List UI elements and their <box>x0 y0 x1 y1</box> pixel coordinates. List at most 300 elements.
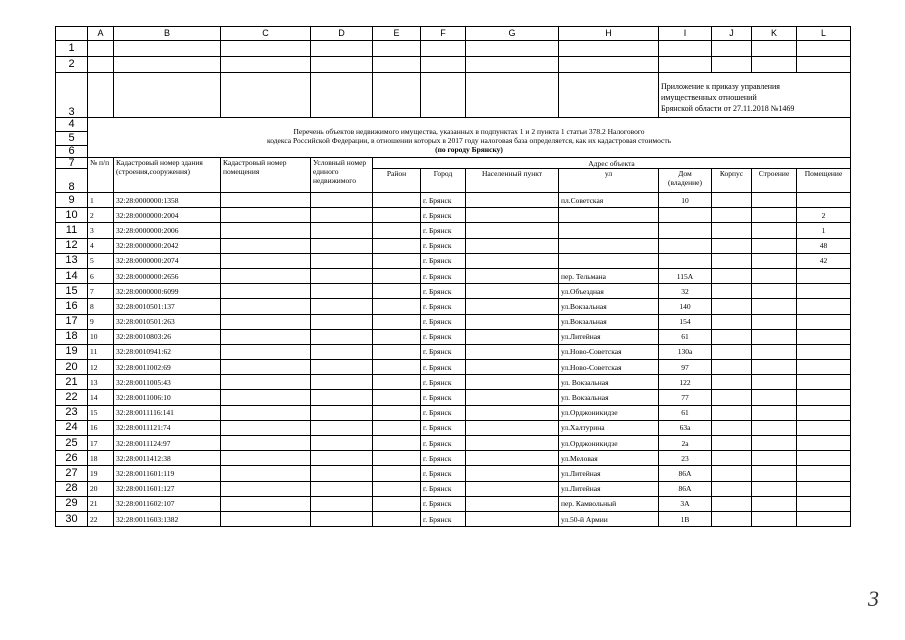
cell[interactable] <box>752 57 797 73</box>
cell[interactable] <box>221 193 311 208</box>
cell[interactable] <box>712 329 752 344</box>
cell[interactable] <box>311 253 373 268</box>
row-header[interactable]: 20 <box>56 360 88 375</box>
cell[interactable] <box>311 329 373 344</box>
cell[interactable] <box>466 223 559 238</box>
cell[interactable] <box>466 193 559 208</box>
cell[interactable] <box>797 41 851 57</box>
cell[interactable] <box>752 466 797 481</box>
cell-street[interactable]: ул.Объездная <box>559 284 659 299</box>
cell-num[interactable]: 11 <box>88 344 114 359</box>
cell-street[interactable]: ул.Меловая <box>559 451 659 466</box>
cell[interactable] <box>752 284 797 299</box>
cell-street[interactable]: ул.Ново-Советская <box>559 344 659 359</box>
cell-room[interactable]: 48 <box>797 238 851 253</box>
row-header[interactable]: 11 <box>56 223 88 238</box>
row-header[interactable]: 1 <box>56 41 88 57</box>
cell-cadastral-number[interactable]: 32:28:0011006:10 <box>114 390 221 405</box>
cell-cadastral-number[interactable]: 32:28:0011002:69 <box>114 360 221 375</box>
cell[interactable] <box>221 223 311 238</box>
cell[interactable] <box>466 436 559 451</box>
cell[interactable] <box>466 284 559 299</box>
cell[interactable] <box>221 436 311 451</box>
cell-city[interactable]: г. Брянск <box>421 238 466 253</box>
cell-city[interactable]: г. Брянск <box>421 405 466 420</box>
cell[interactable] <box>311 73 373 118</box>
cell[interactable] <box>466 481 559 496</box>
cell-house[interactable]: 115А <box>659 268 712 283</box>
cell-city[interactable]: г. Брянск <box>421 420 466 435</box>
cell-num[interactable]: 6 <box>88 268 114 283</box>
header-room[interactable]: Помещение <box>797 169 851 193</box>
cell-room[interactable] <box>797 299 851 314</box>
cell-house[interactable]: 154 <box>659 314 712 329</box>
column-header[interactable]: F <box>421 27 466 41</box>
cell[interactable] <box>221 284 311 299</box>
cell-house[interactable]: 3А <box>659 496 712 511</box>
header-house[interactable]: Дом (владение) <box>659 169 712 193</box>
cell-city[interactable]: г. Брянск <box>421 375 466 390</box>
cell[interactable] <box>373 466 421 481</box>
cell[interactable] <box>373 360 421 375</box>
cell[interactable] <box>221 481 311 496</box>
cell[interactable] <box>752 481 797 496</box>
cell[interactable] <box>659 41 712 57</box>
cell-cadastral-number[interactable]: 32:28:0010501:263 <box>114 314 221 329</box>
row-header[interactable]: 12 <box>56 238 88 253</box>
cell-room[interactable]: 42 <box>797 253 851 268</box>
cell[interactable] <box>466 253 559 268</box>
cell[interactable] <box>712 451 752 466</box>
cell[interactable] <box>373 481 421 496</box>
cell-room[interactable] <box>797 481 851 496</box>
cell-room[interactable] <box>797 436 851 451</box>
cell[interactable] <box>712 253 752 268</box>
cell-street[interactable] <box>559 223 659 238</box>
cell[interactable] <box>712 466 752 481</box>
cell-city[interactable]: г. Брянск <box>421 344 466 359</box>
cell[interactable] <box>466 73 559 118</box>
cell-street[interactable]: ул.50-й Армии <box>559 511 659 526</box>
row-header[interactable]: 17 <box>56 314 88 329</box>
cell[interactable] <box>752 344 797 359</box>
cell[interactable] <box>752 299 797 314</box>
row-header[interactable]: 21 <box>56 375 88 390</box>
row-header[interactable]: 18 <box>56 329 88 344</box>
cell-cadastral-number[interactable]: 32:28:0000000:2074 <box>114 253 221 268</box>
cell[interactable] <box>221 390 311 405</box>
cell[interactable] <box>712 284 752 299</box>
cell[interactable] <box>421 41 466 57</box>
column-header[interactable]: I <box>659 27 712 41</box>
cell[interactable] <box>311 481 373 496</box>
cell[interactable] <box>752 41 797 57</box>
cell-house[interactable]: 122 <box>659 375 712 390</box>
cell[interactable] <box>466 41 559 57</box>
cell[interactable] <box>221 208 311 223</box>
cell-num[interactable]: 9 <box>88 314 114 329</box>
cell-city[interactable]: г. Брянск <box>421 329 466 344</box>
cell-cadastral-number[interactable]: 32:28:0011124:97 <box>114 436 221 451</box>
cell[interactable] <box>373 238 421 253</box>
cell[interactable] <box>221 496 311 511</box>
cell-house[interactable]: 1В <box>659 511 712 526</box>
cell-room[interactable] <box>797 360 851 375</box>
cell[interactable] <box>311 299 373 314</box>
cell[interactable] <box>466 405 559 420</box>
cell[interactable] <box>752 329 797 344</box>
cell-house[interactable] <box>659 238 712 253</box>
cell[interactable] <box>373 344 421 359</box>
header-cadastral-building[interactable]: Кадастровый номер здания (строения,сооружения) <box>114 158 221 193</box>
cell-street[interactable]: пер. Тельмана <box>559 268 659 283</box>
cell[interactable] <box>466 496 559 511</box>
select-all-corner[interactable] <box>56 27 88 41</box>
row-header[interactable]: 28 <box>56 481 88 496</box>
column-header[interactable]: E <box>373 27 421 41</box>
cell-num[interactable]: 20 <box>88 481 114 496</box>
cell-house[interactable]: 86А <box>659 466 712 481</box>
cell-street[interactable]: ул.Литейная <box>559 481 659 496</box>
cell[interactable] <box>373 511 421 526</box>
cell-num[interactable]: 7 <box>88 284 114 299</box>
cell[interactable] <box>311 284 373 299</box>
header-building[interactable]: Корпус <box>712 169 752 193</box>
cell[interactable] <box>466 360 559 375</box>
cell[interactable] <box>221 41 311 57</box>
column-header[interactable]: G <box>466 27 559 41</box>
cell-cadastral-number[interactable]: 32:28:0011116:141 <box>114 405 221 420</box>
cell[interactable] <box>466 466 559 481</box>
cell-house[interactable]: 23 <box>659 451 712 466</box>
cell[interactable] <box>221 329 311 344</box>
cell[interactable] <box>311 344 373 359</box>
cell[interactable] <box>311 57 373 73</box>
cell[interactable] <box>712 496 752 511</box>
cell[interactable] <box>421 73 466 118</box>
cell-room[interactable] <box>797 420 851 435</box>
cell-cadastral-number[interactable]: 32:28:0011121:74 <box>114 420 221 435</box>
cell[interactable] <box>373 208 421 223</box>
header-structure[interactable]: Строение <box>752 169 797 193</box>
cell-city[interactable]: г. Брянск <box>421 284 466 299</box>
cell[interactable] <box>466 420 559 435</box>
row-header[interactable]: 5 <box>56 132 88 146</box>
row-header[interactable]: 7 <box>56 158 88 169</box>
header-street[interactable]: ул <box>559 169 659 193</box>
cell-num[interactable]: 1 <box>88 193 114 208</box>
cell[interactable] <box>221 57 311 73</box>
cell[interactable] <box>712 436 752 451</box>
cell[interactable] <box>712 420 752 435</box>
cell-room[interactable]: 2 <box>797 208 851 223</box>
header-locality[interactable]: Населенный пункт <box>466 169 559 193</box>
cell-street[interactable] <box>559 238 659 253</box>
cell[interactable] <box>373 268 421 283</box>
cell[interactable] <box>311 451 373 466</box>
cell-num[interactable]: 19 <box>88 466 114 481</box>
cell[interactable] <box>311 405 373 420</box>
cell-city[interactable]: г. Брянск <box>421 253 466 268</box>
cell-house[interactable]: 2а <box>659 436 712 451</box>
cell[interactable] <box>221 405 311 420</box>
cell-room[interactable] <box>797 193 851 208</box>
cell[interactable] <box>221 73 311 118</box>
cell[interactable] <box>311 238 373 253</box>
column-header[interactable]: B <box>114 27 221 41</box>
cell-street[interactable]: ул.Орджоникидзе <box>559 436 659 451</box>
cell[interactable] <box>752 238 797 253</box>
header-conditional-number[interactable]: Условный номер единого недвижимого <box>311 158 373 193</box>
cell-num[interactable]: 14 <box>88 390 114 405</box>
cell-street[interactable]: пер. Камвольный <box>559 496 659 511</box>
cell[interactable] <box>88 73 114 118</box>
cell[interactable] <box>712 481 752 496</box>
cell-room[interactable] <box>797 314 851 329</box>
cell-room[interactable] <box>797 344 851 359</box>
row-header[interactable]: 25 <box>56 436 88 451</box>
cell-room[interactable] <box>797 375 851 390</box>
cell[interactable] <box>466 511 559 526</box>
cell[interactable] <box>311 375 373 390</box>
column-header[interactable]: J <box>712 27 752 41</box>
cell[interactable] <box>752 223 797 238</box>
cell-street[interactable]: ул.Вокзальная <box>559 314 659 329</box>
cell-house[interactable]: 10 <box>659 193 712 208</box>
cell[interactable] <box>559 57 659 73</box>
cell-street[interactable]: ул.Ново-Советская <box>559 360 659 375</box>
cell[interactable] <box>311 511 373 526</box>
cell-cadastral-number[interactable]: 32:28:0000000:2042 <box>114 238 221 253</box>
cell-house[interactable]: 61 <box>659 329 712 344</box>
cell-room[interactable]: 1 <box>797 223 851 238</box>
cell-house[interactable]: 32 <box>659 284 712 299</box>
cell-num[interactable]: 16 <box>88 420 114 435</box>
row-header[interactable]: 26 <box>56 451 88 466</box>
row-header[interactable]: 10 <box>56 208 88 223</box>
cell-house[interactable] <box>659 253 712 268</box>
cell[interactable] <box>712 238 752 253</box>
cell-street[interactable]: ул.Вокзальная <box>559 299 659 314</box>
cell[interactable] <box>114 73 221 118</box>
cell[interactable] <box>752 511 797 526</box>
cell-cadastral-number[interactable]: 32:28:0010803:26 <box>114 329 221 344</box>
cell[interactable] <box>221 375 311 390</box>
cell-cadastral-number[interactable]: 32:28:0000000:2006 <box>114 223 221 238</box>
cell-city[interactable]: г. Брянск <box>421 466 466 481</box>
document-title[interactable] <box>88 118 851 158</box>
header-num[interactable]: № п/п <box>88 158 114 193</box>
cell-room[interactable] <box>797 496 851 511</box>
cell[interactable] <box>221 360 311 375</box>
cell[interactable] <box>221 253 311 268</box>
cell-cadastral-number[interactable]: 32:28:0011601:127 <box>114 481 221 496</box>
cell[interactable] <box>752 268 797 283</box>
cell[interactable] <box>466 314 559 329</box>
cell[interactable] <box>311 360 373 375</box>
cell[interactable] <box>311 208 373 223</box>
cell[interactable] <box>797 57 851 73</box>
cell[interactable] <box>373 375 421 390</box>
cell[interactable] <box>712 268 752 283</box>
cell[interactable] <box>373 299 421 314</box>
cell-city[interactable]: г. Брянск <box>421 496 466 511</box>
cell[interactable] <box>712 405 752 420</box>
cell-room[interactable] <box>797 451 851 466</box>
row-header[interactable]: 3 <box>56 73 88 118</box>
cell-num[interactable]: 21 <box>88 496 114 511</box>
cell[interactable] <box>311 268 373 283</box>
cell-house[interactable]: 86А <box>659 481 712 496</box>
cell-num[interactable]: 10 <box>88 329 114 344</box>
cell-city[interactable]: г. Брянск <box>421 208 466 223</box>
cell-street[interactable]: ул. Вокзальная <box>559 375 659 390</box>
column-header[interactable]: K <box>752 27 797 41</box>
cell-street[interactable]: ул. Вокзальная <box>559 390 659 405</box>
cell-street[interactable] <box>559 253 659 268</box>
cell[interactable] <box>221 299 311 314</box>
cell[interactable] <box>311 436 373 451</box>
cell-city[interactable]: г. Брянск <box>421 360 466 375</box>
cell-room[interactable] <box>797 329 851 344</box>
cell-house[interactable]: 61 <box>659 405 712 420</box>
cell-room[interactable] <box>797 390 851 405</box>
cell[interactable] <box>221 268 311 283</box>
cell-city[interactable]: г. Брянск <box>421 314 466 329</box>
cell[interactable] <box>752 405 797 420</box>
cell[interactable] <box>752 496 797 511</box>
cell-room[interactable] <box>797 268 851 283</box>
cell-house[interactable]: 97 <box>659 360 712 375</box>
cell[interactable] <box>466 299 559 314</box>
cell-street[interactable]: ул.Халтурина <box>559 420 659 435</box>
cell[interactable] <box>373 57 421 73</box>
cell-num[interactable]: 12 <box>88 360 114 375</box>
cell-num[interactable]: 18 <box>88 451 114 466</box>
cell[interactable] <box>752 390 797 405</box>
cell[interactable] <box>712 41 752 57</box>
cell-house[interactable]: 77 <box>659 390 712 405</box>
cell[interactable] <box>559 41 659 57</box>
cell[interactable] <box>311 314 373 329</box>
row-header[interactable]: 23 <box>56 405 88 420</box>
cell[interactable] <box>373 223 421 238</box>
cell-house[interactable]: 140 <box>659 299 712 314</box>
cell-street[interactable]: ул.Литейная <box>559 329 659 344</box>
cell[interactable] <box>712 223 752 238</box>
cell[interactable] <box>88 57 114 73</box>
cell[interactable] <box>712 511 752 526</box>
cell[interactable] <box>221 238 311 253</box>
column-header[interactable]: D <box>311 27 373 41</box>
cell[interactable] <box>466 375 559 390</box>
cell-num[interactable]: 3 <box>88 223 114 238</box>
cell[interactable] <box>373 193 421 208</box>
cell-cadastral-number[interactable]: 32:28:0000000:2004 <box>114 208 221 223</box>
cell[interactable] <box>221 511 311 526</box>
cell[interactable] <box>752 253 797 268</box>
row-header[interactable]: 6 <box>56 146 88 158</box>
cell-num[interactable]: 2 <box>88 208 114 223</box>
row-header[interactable]: 13 <box>56 253 88 268</box>
cell-cadastral-number[interactable]: 32:28:0000000:6099 <box>114 284 221 299</box>
cell-house[interactable]: 63а <box>659 420 712 435</box>
cell-cadastral-number[interactable]: 32:28:0011602:107 <box>114 496 221 511</box>
cell[interactable] <box>466 238 559 253</box>
cell[interactable] <box>752 193 797 208</box>
row-header[interactable]: 29 <box>56 496 88 511</box>
cell[interactable] <box>311 193 373 208</box>
cell[interactable] <box>373 314 421 329</box>
cell[interactable] <box>466 344 559 359</box>
cell[interactable] <box>373 73 421 118</box>
cell-num[interactable]: 8 <box>88 299 114 314</box>
cell[interactable] <box>373 41 421 57</box>
cell[interactable] <box>466 208 559 223</box>
cell[interactable] <box>466 390 559 405</box>
cell[interactable] <box>712 314 752 329</box>
cell[interactable] <box>311 41 373 57</box>
cell[interactable] <box>559 73 659 118</box>
cell[interactable] <box>373 451 421 466</box>
cell[interactable] <box>752 314 797 329</box>
cell-city[interactable]: г. Брянск <box>421 223 466 238</box>
cell[interactable] <box>221 420 311 435</box>
cell[interactable] <box>466 268 559 283</box>
cell[interactable] <box>712 375 752 390</box>
row-header[interactable]: 24 <box>56 420 88 435</box>
cell[interactable] <box>114 41 221 57</box>
column-header[interactable]: C <box>221 27 311 41</box>
cell[interactable] <box>373 253 421 268</box>
header-district[interactable]: Район <box>373 169 421 193</box>
cell-city[interactable]: г. Брянск <box>421 390 466 405</box>
cell[interactable] <box>712 57 752 73</box>
cell-cadastral-number[interactable]: 32:28:0010941:62 <box>114 344 221 359</box>
cell[interactable] <box>373 496 421 511</box>
cell-num[interactable]: 17 <box>88 436 114 451</box>
cell[interactable] <box>373 390 421 405</box>
cell[interactable] <box>752 208 797 223</box>
cell-city[interactable]: г. Брянск <box>421 193 466 208</box>
row-header[interactable]: 2 <box>56 57 88 73</box>
cell-city[interactable]: г. Брянск <box>421 451 466 466</box>
cell[interactable] <box>311 496 373 511</box>
cell[interactable] <box>752 375 797 390</box>
cell-street[interactable] <box>559 208 659 223</box>
cell-street[interactable]: пл.Советская <box>559 193 659 208</box>
cell-street[interactable]: ул.Литейная <box>559 466 659 481</box>
cell[interactable] <box>712 208 752 223</box>
cell-cadastral-number[interactable]: 32:28:0011601:119 <box>114 466 221 481</box>
row-header[interactable]: 15 <box>56 284 88 299</box>
row-header[interactable]: 4 <box>56 118 88 132</box>
header-address[interactable]: Адрес объекта <box>373 158 851 169</box>
header-city[interactable]: Город <box>421 169 466 193</box>
cell-street[interactable]: ул.Орджоникидзе <box>559 405 659 420</box>
cell[interactable] <box>221 314 311 329</box>
cell[interactable] <box>712 344 752 359</box>
cell[interactable] <box>221 451 311 466</box>
row-header[interactable]: 30 <box>56 511 88 526</box>
cell[interactable] <box>466 57 559 73</box>
row-header[interactable]: 19 <box>56 344 88 359</box>
cell[interactable] <box>311 390 373 405</box>
cell[interactable] <box>221 344 311 359</box>
cell[interactable] <box>114 57 221 73</box>
cell[interactable] <box>466 451 559 466</box>
cell[interactable] <box>311 420 373 435</box>
